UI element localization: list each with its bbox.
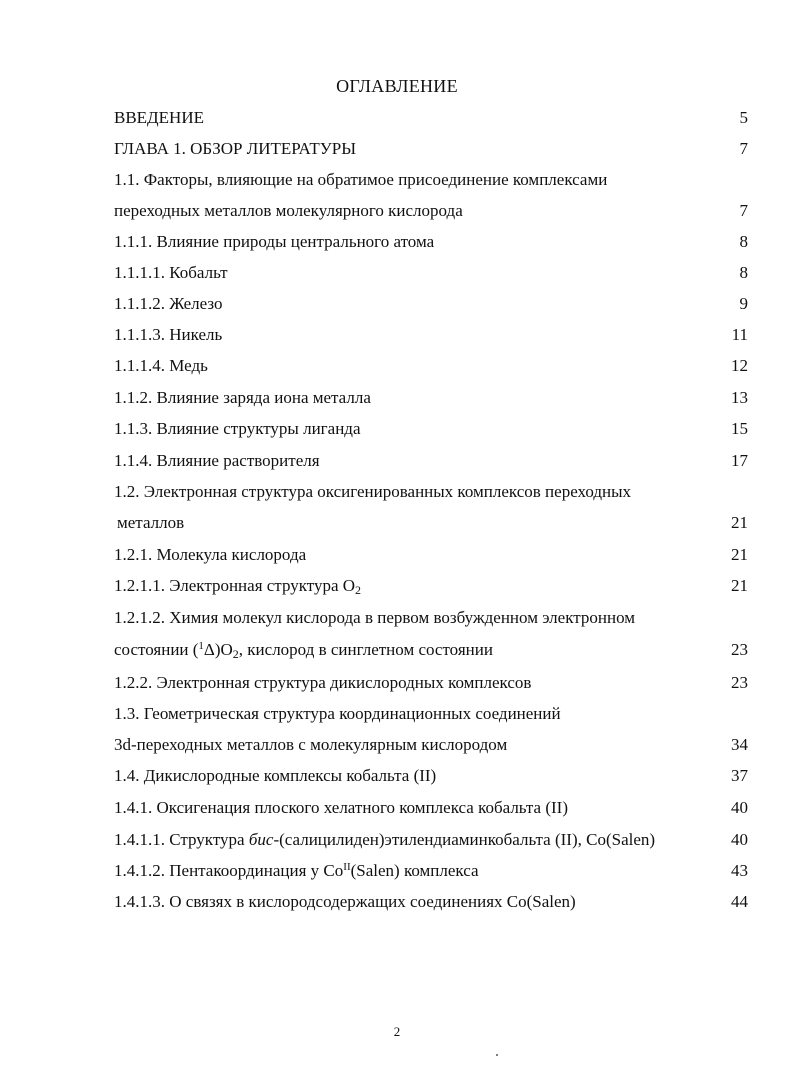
page-title: ОГЛАВЛЕНИЕ xyxy=(336,76,458,96)
toc-entry xyxy=(0,543,794,567)
toc-entry-label: 1.1.4. Влияние растворителя xyxy=(114,451,320,470)
toc-entry xyxy=(0,890,794,914)
toc-entry xyxy=(0,106,794,130)
toc-entry xyxy=(0,354,794,378)
toc-entry-page: 37 xyxy=(731,766,748,785)
scan-speck xyxy=(496,1054,498,1056)
toc-entry-label: 1.2.1. Молекула кислорода xyxy=(114,545,307,564)
toc-entry-label: 1.3. Геометрическая структура координационных соединений xyxy=(114,704,561,723)
toc-entry-label: 1.2.1.1. Электронная структура $O_2$ xyxy=(114,576,362,597)
toc-entry-page: 40 xyxy=(731,798,748,817)
toc-entry-page: 7 xyxy=(739,201,748,220)
toc-entry-label: 1.2.1.2. Химия молекул кислорода в первом возбужденном электронном xyxy=(114,608,636,627)
toc-entry-label: 1.4.1.2. Пентакоординация у $Co^{II}(Salen)$ комплекса xyxy=(114,861,479,880)
toc-entry xyxy=(0,230,794,254)
toc-entry-page: 23 xyxy=(731,673,748,692)
toc-entry xyxy=(0,796,794,820)
toc-entry-label: 1.2. Электронная структура оксигенированных комплексов переходных xyxy=(114,482,632,501)
toc-entry-page: 12 xyxy=(731,356,748,375)
toc-entry xyxy=(0,168,794,192)
toc-entry xyxy=(0,417,794,441)
toc-entry-label: 1.4.1.3. О связях в кислородсодержащих соединениях Co(Salen) xyxy=(114,892,576,911)
toc-entry xyxy=(0,480,794,504)
toc-entry-page: 13 xyxy=(731,388,748,407)
toc-entry-label: 1.4.1.1. Структура бис-(салицилиден)этилендиаминкобальта (II), Co(Salen) xyxy=(114,830,656,849)
toc-entry xyxy=(0,511,794,535)
toc-entry xyxy=(0,671,794,695)
toc-entry-page: 11 xyxy=(731,325,748,344)
toc-entry-label: 3d-переходных металлов с молекулярным кислородом xyxy=(114,735,508,754)
toc-entry xyxy=(0,292,794,316)
toc-entry-page: 8 xyxy=(739,232,748,251)
toc-entry-page: 23 xyxy=(731,640,748,659)
toc-entry xyxy=(0,261,794,285)
toc-entry xyxy=(0,199,794,223)
toc-entry-page: 9 xyxy=(739,294,748,313)
toc-entry-label: 1.1.2. Влияние заряда иона металла xyxy=(114,388,371,407)
toc-entry-label: 1.1.1.1. Кобальт xyxy=(114,263,228,282)
toc-entry xyxy=(0,386,794,410)
toc-entry xyxy=(0,574,794,598)
toc-entry-page: 44 xyxy=(731,892,748,911)
toc-entry xyxy=(0,323,794,347)
toc-entry-page: 7 xyxy=(739,139,748,158)
toc-entry-page: 21 xyxy=(731,545,748,564)
toc-entry-page: 8 xyxy=(739,263,748,282)
toc-entry-page: 5 xyxy=(739,108,748,127)
toc-entry-label: металлов xyxy=(117,513,185,532)
toc-entry-page: 17 xyxy=(731,451,748,470)
toc-entry-page: 21 xyxy=(731,576,748,595)
toc-entry xyxy=(0,733,794,757)
toc-entry-label: ГЛАВА 1. ОБЗОР ЛИТЕРАТУРЫ xyxy=(114,139,357,158)
toc-entry xyxy=(0,137,794,161)
toc-entry-label: 1.2.2. Электронная структура дикислородных комплексов xyxy=(114,673,532,692)
toc-entry xyxy=(0,606,794,630)
toc-entry-label: 1.1.1.4. Медь xyxy=(114,356,208,375)
toc-entry xyxy=(0,764,794,788)
toc-entry-page: 21 xyxy=(731,513,748,532)
toc-entry-label: 1.4. Дикислородные комплексы кобальта (II) xyxy=(114,766,437,785)
toc-entry-label: 1.1.1. Влияние природы центрального атома xyxy=(114,232,435,251)
toc-entry-label: переходных металлов молекулярного кислорода xyxy=(114,201,463,220)
toc-entry xyxy=(0,828,794,852)
toc-entry-label: состоянии $(^1\Delta)O_2$, кислород в синглетном состоянии xyxy=(114,640,493,661)
toc-entry xyxy=(0,449,794,473)
toc-entry-page: 40 xyxy=(731,830,748,849)
toc-entry-label: ВВЕДЕНИЕ xyxy=(114,108,204,127)
toc-entry-page: 43 xyxy=(731,861,748,880)
toc-entry-page: 15 xyxy=(731,419,748,438)
toc-entry-label: 1.1.1.3. Никель xyxy=(114,325,223,344)
toc-entry-label: 1.1. Факторы, влияющие на обратимое присоединение комплексами xyxy=(114,170,608,189)
toc-entry xyxy=(0,859,794,883)
toc-entry xyxy=(0,638,794,662)
toc-entry-page: 34 xyxy=(731,735,748,754)
toc-entry-label: 1.1.3. Влияние структуры лиганда xyxy=(114,419,361,438)
page-number: 2 xyxy=(393,1024,401,1039)
toc-entry xyxy=(0,702,794,726)
toc-entry-label: 1.1.1.2. Железо xyxy=(114,294,223,313)
toc-entry-label: 1.4.1. Оксигенация плоского хелатного комплекса кобальта (II) xyxy=(114,798,568,817)
